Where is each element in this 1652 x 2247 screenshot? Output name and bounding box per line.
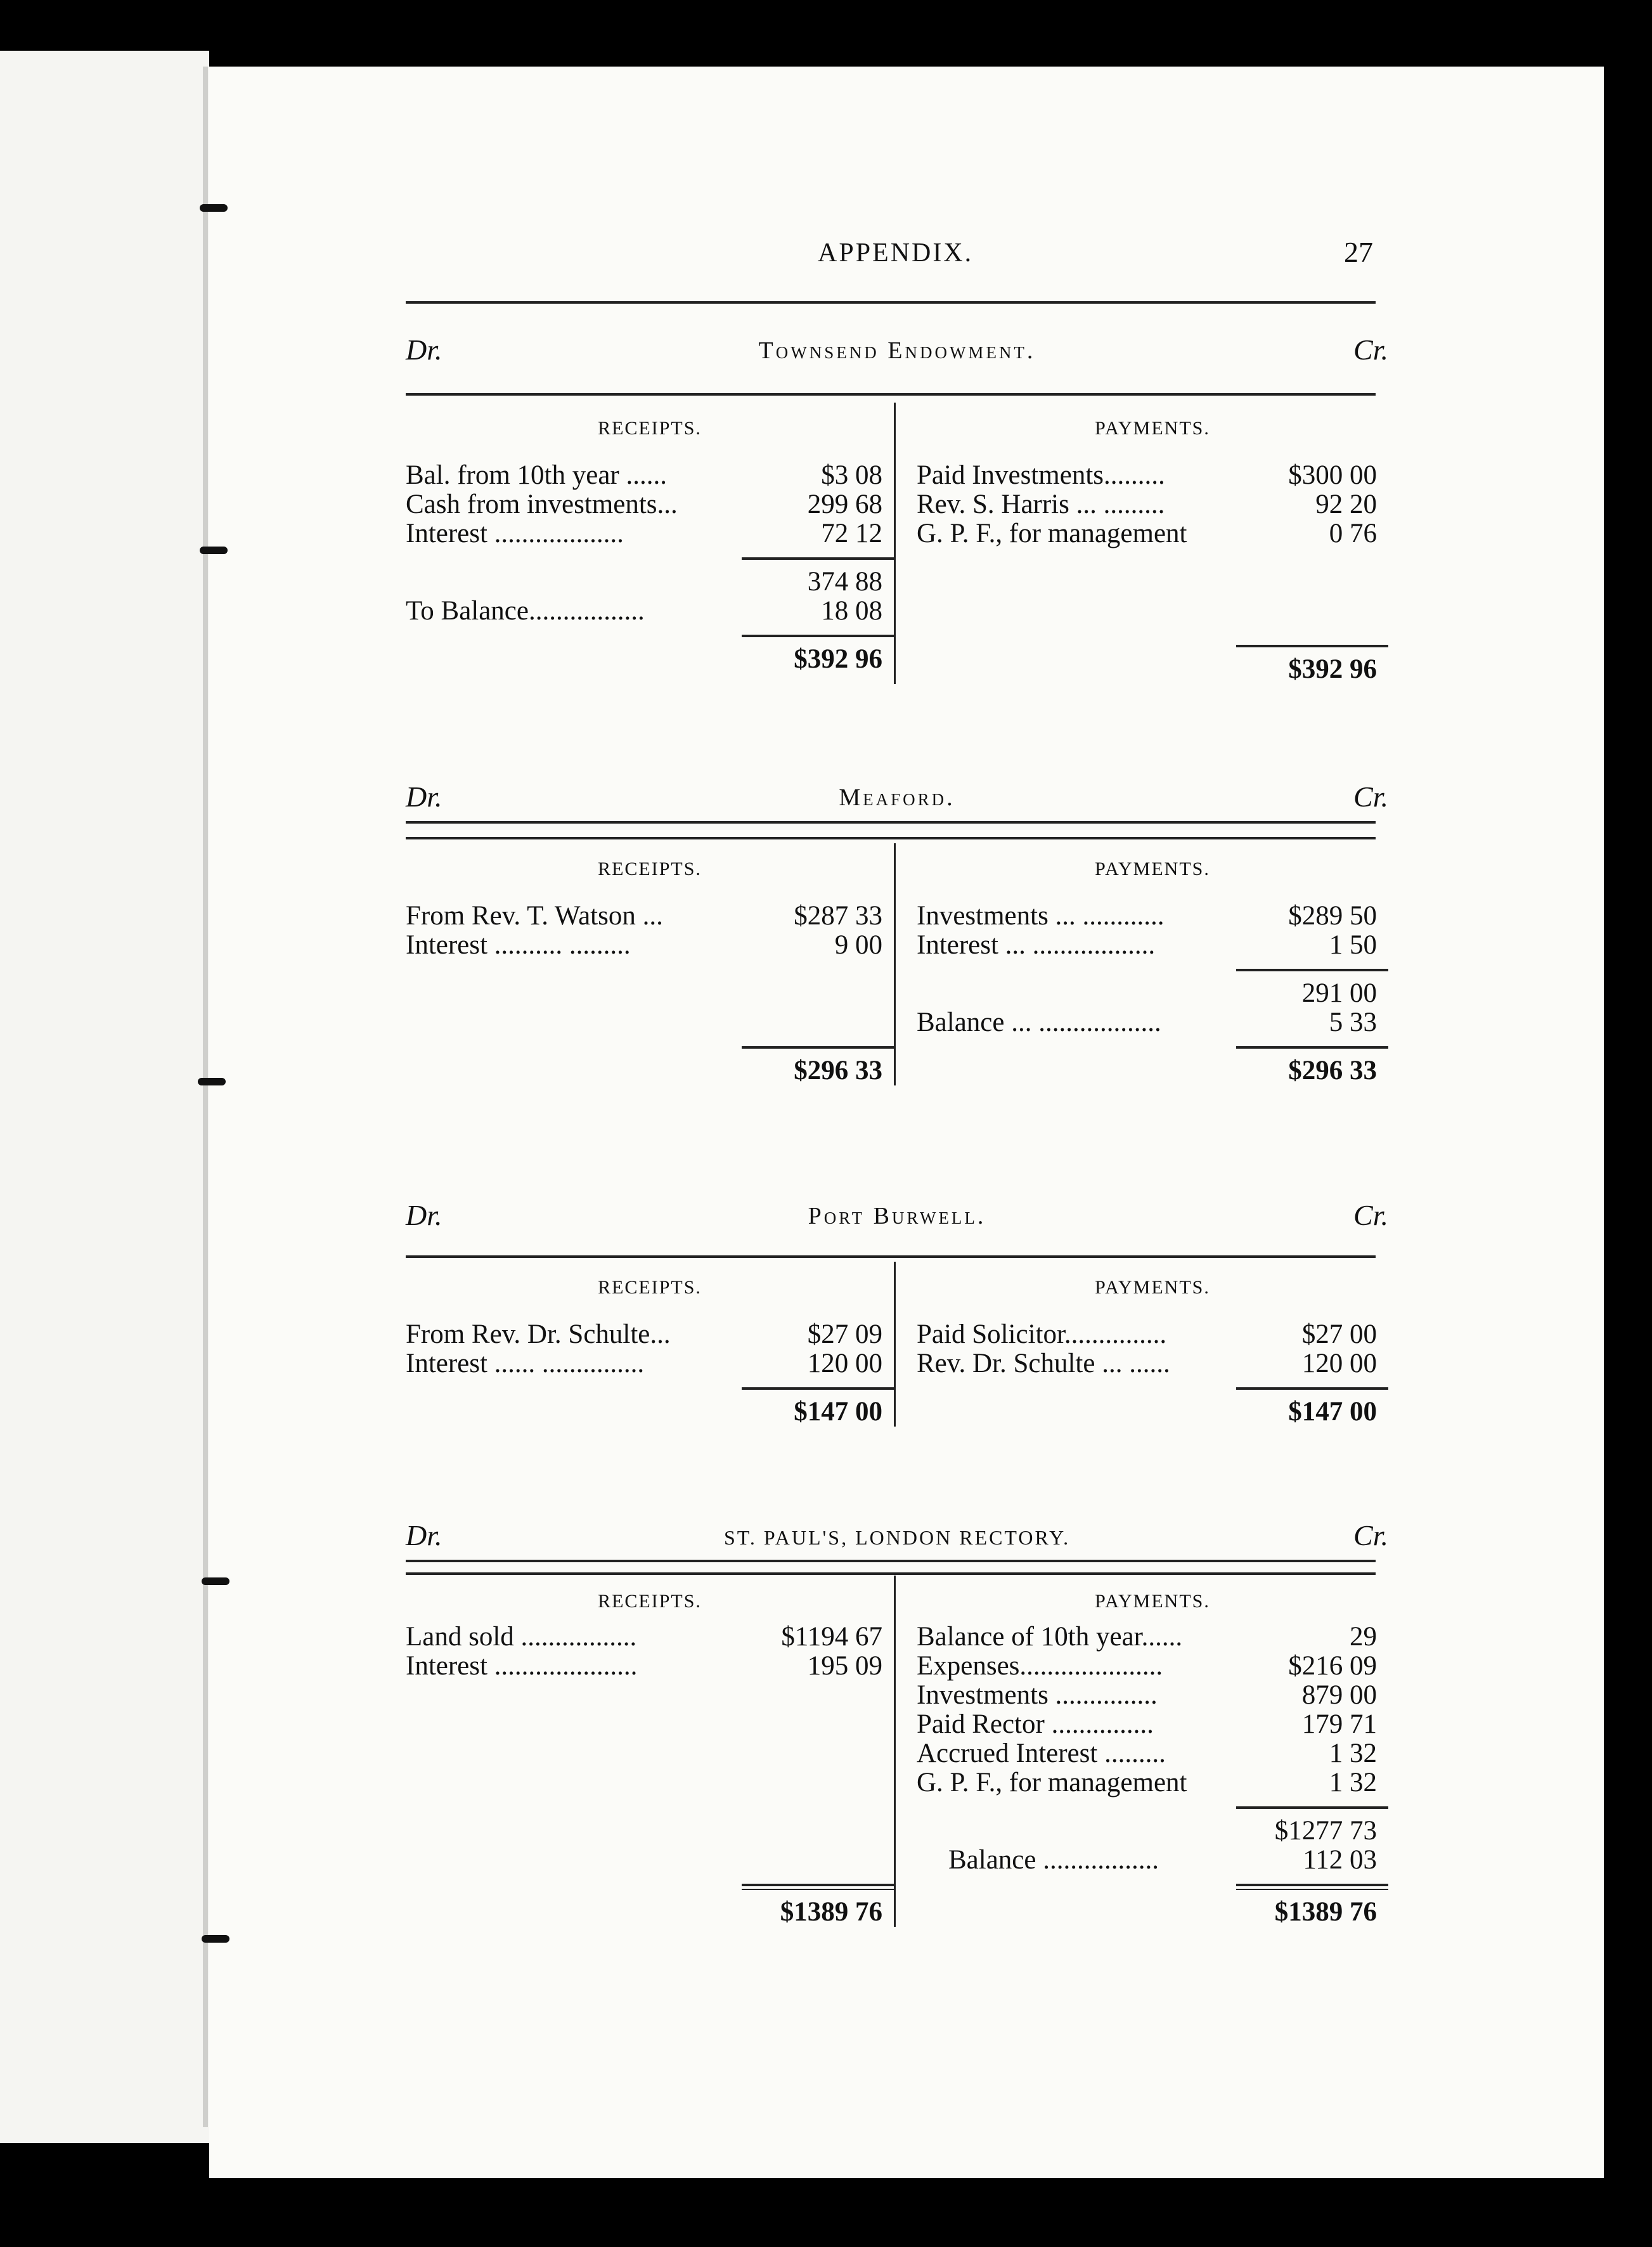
ledger-row: From Rev. T. Watson ... $287 33 bbox=[406, 901, 882, 931]
total-row: $1389 76 bbox=[1274, 1897, 1377, 1927]
payments-column bbox=[894, 403, 1388, 684]
payments-column bbox=[894, 1262, 1388, 1427]
balance-row: Balance ... .................. 5 33 bbox=[917, 1007, 1377, 1037]
account-heading bbox=[406, 333, 1388, 377]
credit-label: Cr. bbox=[1353, 1519, 1388, 1551]
total-rule bbox=[1236, 1046, 1388, 1049]
total-rule bbox=[1236, 645, 1388, 647]
account-st-pauls-london-rectory bbox=[406, 1519, 1388, 1927]
ledger-row: Cash from investments... 299 68 bbox=[406, 489, 882, 519]
credit-label: Cr. bbox=[1353, 1199, 1388, 1231]
ledger-row: Interest ...... ............... 120 00 bbox=[406, 1349, 882, 1378]
account-heading bbox=[406, 1198, 1388, 1243]
total-row: $296 33 bbox=[794, 1056, 882, 1085]
debit-label: Dr. bbox=[406, 1519, 442, 1551]
payments-heading: PAYMENTS. bbox=[1095, 858, 1210, 879]
total-rule bbox=[742, 1046, 894, 1049]
receipts-column bbox=[406, 843, 894, 1085]
page-number: 27 bbox=[1344, 236, 1373, 268]
ledger-row: Bal. from 10th year ...... $3 08 bbox=[406, 460, 882, 490]
total-rule bbox=[742, 635, 894, 637]
payments-column bbox=[894, 1576, 1388, 1927]
page bbox=[209, 67, 1604, 2178]
account-title: Meaford. bbox=[839, 784, 955, 811]
account-rule bbox=[406, 393, 1376, 396]
receipts-column bbox=[406, 1576, 894, 1927]
subtotal-row: $1277 73 bbox=[1274, 1816, 1377, 1846]
account-heading bbox=[406, 1519, 1388, 1563]
subtotal-rule bbox=[742, 557, 894, 560]
receipts-heading: RECEIPTS. bbox=[598, 858, 702, 879]
account-title: ST. PAUL'S, LONDON RECTORY. bbox=[723, 1526, 1071, 1549]
payments-heading: PAYMENTS. bbox=[1095, 418, 1210, 439]
running-header bbox=[209, 238, 1604, 288]
account-title: Port Burwell. bbox=[808, 1203, 986, 1229]
header-rule bbox=[406, 301, 1376, 304]
debit-label: Dr. bbox=[406, 1199, 442, 1231]
ledger-row: Paid Investments......... $300 00 bbox=[917, 460, 1377, 490]
ledger-row: Interest ................... 72 12 bbox=[406, 519, 882, 548]
total-row: $1389 76 bbox=[780, 1897, 882, 1927]
total-rule bbox=[1236, 1884, 1388, 1890]
ledger-row: Balance of 10th year...... 29 bbox=[917, 1622, 1377, 1652]
receipts-column bbox=[406, 1262, 894, 1427]
account-rule bbox=[406, 1255, 1376, 1258]
ledger-row: Accrued Interest ......... 1 32 bbox=[917, 1739, 1377, 1768]
binding-tab bbox=[202, 1935, 229, 1943]
total-row: $392 96 bbox=[794, 644, 882, 674]
account-meaford bbox=[406, 780, 1388, 1085]
subtotal-rule bbox=[1236, 1806, 1388, 1809]
account-rule bbox=[406, 1572, 1376, 1575]
total-row: $392 96 bbox=[1288, 654, 1377, 684]
credit-label: Cr. bbox=[1353, 780, 1388, 813]
subtotal-row: 374 88 bbox=[807, 567, 882, 597]
binding-edge bbox=[203, 67, 208, 2127]
total-rule bbox=[742, 1387, 894, 1390]
receipts-heading: RECEIPTS. bbox=[598, 418, 702, 439]
running-title: APPENDIX. bbox=[818, 238, 974, 268]
total-row: $296 33 bbox=[1288, 1056, 1377, 1085]
subtotal-rule bbox=[1236, 969, 1388, 971]
account-heading bbox=[406, 780, 1388, 824]
ledger-row: Interest .......... ......... 9 00 bbox=[406, 930, 882, 960]
ledger-row: Investments ............... 879 00 bbox=[917, 1680, 1377, 1710]
receipts-column bbox=[406, 403, 894, 684]
binding-tab bbox=[202, 1577, 229, 1585]
ledger-row: Expenses..................... $216 09 bbox=[917, 1651, 1377, 1681]
ledger-row: Interest ..................... 195 09 bbox=[406, 1651, 882, 1681]
ledger-row: From Rev. Dr. Schulte... $27 09 bbox=[406, 1319, 882, 1349]
ledger-columns bbox=[406, 403, 1388, 684]
ledger-row: Rev. Dr. Schulte ... ...... 120 00 bbox=[917, 1349, 1377, 1378]
account-title: Townsend Endowment. bbox=[758, 337, 1036, 364]
binding-tab bbox=[198, 1078, 226, 1085]
ledger-row: Interest ... .................. 1 50 bbox=[917, 930, 1377, 960]
balance-row: Balance ................. 112 03 bbox=[948, 1845, 1377, 1875]
ledger-row: Paid Solicitor............... $27 00 bbox=[917, 1319, 1377, 1349]
ledger-row: G. P. F., for management 1 32 bbox=[917, 1768, 1377, 1797]
ledger-row: Investments ... ............ $289 50 bbox=[917, 901, 1377, 931]
total-row: $147 00 bbox=[794, 1397, 882, 1427]
binding-tab bbox=[200, 204, 228, 212]
ledger-row: Rev. S. Harris ... ......... 92 20 bbox=[917, 489, 1377, 519]
book-spine bbox=[0, 51, 209, 2143]
ledger-row: Land sold ................. $1194 67 bbox=[406, 1622, 882, 1652]
debit-label: Dr. bbox=[406, 333, 442, 366]
ledger-columns bbox=[406, 1576, 1388, 1927]
ledger-row: Paid Rector ............... 179 71 bbox=[917, 1709, 1377, 1739]
ledger-columns bbox=[406, 843, 1388, 1085]
total-row: $147 00 bbox=[1288, 1397, 1377, 1427]
debit-label: Dr. bbox=[406, 780, 442, 813]
payments-heading: PAYMENTS. bbox=[1095, 1277, 1210, 1298]
account-townsend-endowment bbox=[406, 333, 1388, 684]
balance-row: To Balance................. 18 08 bbox=[406, 596, 882, 626]
subtotal-row: 291 00 bbox=[1301, 978, 1377, 1008]
binding-tab bbox=[200, 547, 228, 554]
receipts-heading: RECEIPTS. bbox=[598, 1277, 702, 1298]
payments-column bbox=[894, 843, 1388, 1085]
total-rule bbox=[1236, 1387, 1388, 1390]
receipts-heading: RECEIPTS. bbox=[598, 1591, 702, 1612]
ledger-columns bbox=[406, 1262, 1388, 1427]
credit-label: Cr. bbox=[1353, 333, 1388, 366]
ledger-row: G. P. F., for management 0 76 bbox=[917, 519, 1377, 548]
total-rule bbox=[742, 1884, 894, 1890]
payments-heading: PAYMENTS. bbox=[1095, 1591, 1210, 1612]
account-rule bbox=[406, 837, 1376, 839]
account-port-burwell bbox=[406, 1198, 1388, 1427]
